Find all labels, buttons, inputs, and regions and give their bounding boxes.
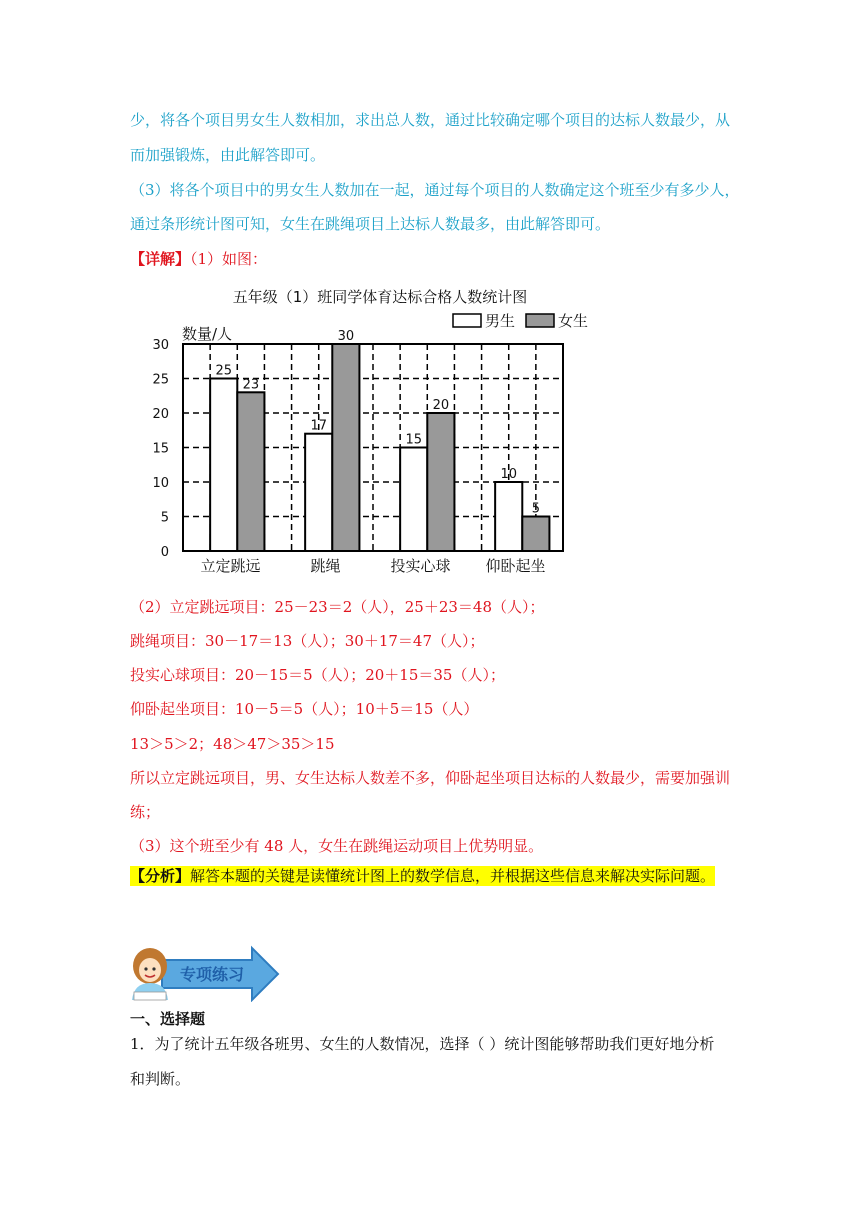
- bar-boys: [305, 434, 332, 551]
- chart-title: 五年级（1）班同学体育达标合格人数统计图: [232, 288, 528, 306]
- y-tick-label: 10: [152, 476, 169, 491]
- solution-line-5: 13＞5＞2；48＞47＞35＞15: [130, 735, 335, 753]
- data-label: 5: [531, 501, 540, 517]
- question-1-line-2: 和判断。: [130, 1070, 191, 1088]
- legend-swatch-boys: [453, 314, 481, 327]
- analysis-summary: [130, 866, 740, 886]
- analysis-summary-highlight: [130, 866, 715, 886]
- x-tick-label: 仰卧起坐: [485, 557, 546, 575]
- bar-chart: [140, 283, 600, 578]
- legend-swatch-girls: [526, 314, 554, 327]
- y-tick-label: 0: [160, 545, 169, 560]
- solution-line-4: 仰卧起坐项目：10－5＝5（人）；10＋5＝15（人）: [130, 700, 479, 718]
- solution-line-8: （3）这个班至少有 48 人，女生在跳绳运动项目上优势明显。: [130, 837, 544, 855]
- x-ticks: [200, 557, 545, 575]
- data-label: 30: [337, 329, 355, 344]
- solution-line-2: 跳绳项目：30－17＝13（人）；30＋17＝47（人）；: [130, 632, 485, 650]
- y-ticks: [152, 338, 169, 560]
- y-axis-label: 数量/人: [182, 325, 233, 343]
- analysis-line-1: 少，将各个项目男女生人数相加，求出总人数，通过比较确定哪个项目的达标人数最少，从: [130, 111, 731, 129]
- legend-label-girls: 女生: [558, 312, 589, 330]
- analysis-summary-text: 解答本题的关键是读懂统计图上的数学信息，并根据这些信息来解决实际问题。: [190, 867, 716, 885]
- legend: [453, 312, 588, 330]
- legend-label-boys: 男生: [485, 312, 516, 330]
- analysis-summary-label: 【分析】: [130, 867, 191, 885]
- data-label: 17: [310, 418, 327, 434]
- bar-boys: [400, 448, 427, 552]
- y-tick-label: 30: [152, 338, 169, 353]
- x-tick-label: 跳绳: [310, 557, 341, 575]
- data-label: 15: [405, 432, 422, 448]
- analysis-line-2: 而加强锻炼，由此解答即可。: [130, 146, 326, 164]
- y-tick-label: 5: [160, 510, 169, 526]
- practice-banner: [128, 940, 280, 1002]
- solution-line-6: 所以立定跳远项目，男、女生达标人数差不多，仰卧起坐项目达标的人数最少，需要加强训: [130, 769, 731, 787]
- analysis-line-3: （3）将各个项目中的男女生人数加在一起，通过每个项目的人数确定这个班至少有多少人，: [130, 181, 740, 199]
- bar-girls: [427, 413, 454, 551]
- y-tick-label: 25: [152, 372, 169, 388]
- bar-girls: [522, 517, 549, 552]
- detail-label: 【详解】: [130, 250, 191, 268]
- data-label: 10: [500, 467, 517, 482]
- detail-text: （1）如图：: [190, 250, 268, 268]
- solution-line-3: 投实心球项目：20－15＝5（人）；20＋15＝35（人）；: [130, 666, 505, 684]
- bar-girls: [332, 344, 359, 551]
- bar-girls: [237, 392, 264, 551]
- banner-text: 专项练习: [179, 965, 245, 984]
- solution-line-7: 练；: [130, 803, 161, 821]
- data-label: 25: [215, 363, 232, 379]
- y-tick-label: 15: [152, 441, 169, 457]
- bar-boys: [210, 379, 237, 552]
- data-label: 20: [432, 398, 450, 413]
- section-title: 一、选择题: [130, 1010, 206, 1028]
- detail-heading: [130, 249, 740, 269]
- x-tick-label: 立定跳远: [200, 557, 261, 575]
- y-tick-label: 20: [152, 407, 169, 422]
- x-tick-label: 投实心球: [390, 557, 451, 575]
- data-label: 23: [242, 377, 260, 393]
- solution-line-1: （2）立定跳远项目：25－23＝2（人），25＋23＝48（人）；: [130, 598, 545, 616]
- bar-boys: [495, 482, 522, 551]
- teacher-icon: [132, 948, 168, 1000]
- analysis-line-4: 通过条形统计图可知，女生在跳绳项目上达标人数最多，由此解答即可。: [130, 215, 611, 233]
- question-1-line-1: 1．为了统计五年级各班男、女生的人数情况，选择（ ）统计图能够帮助我们更好地分析: [130, 1035, 715, 1053]
